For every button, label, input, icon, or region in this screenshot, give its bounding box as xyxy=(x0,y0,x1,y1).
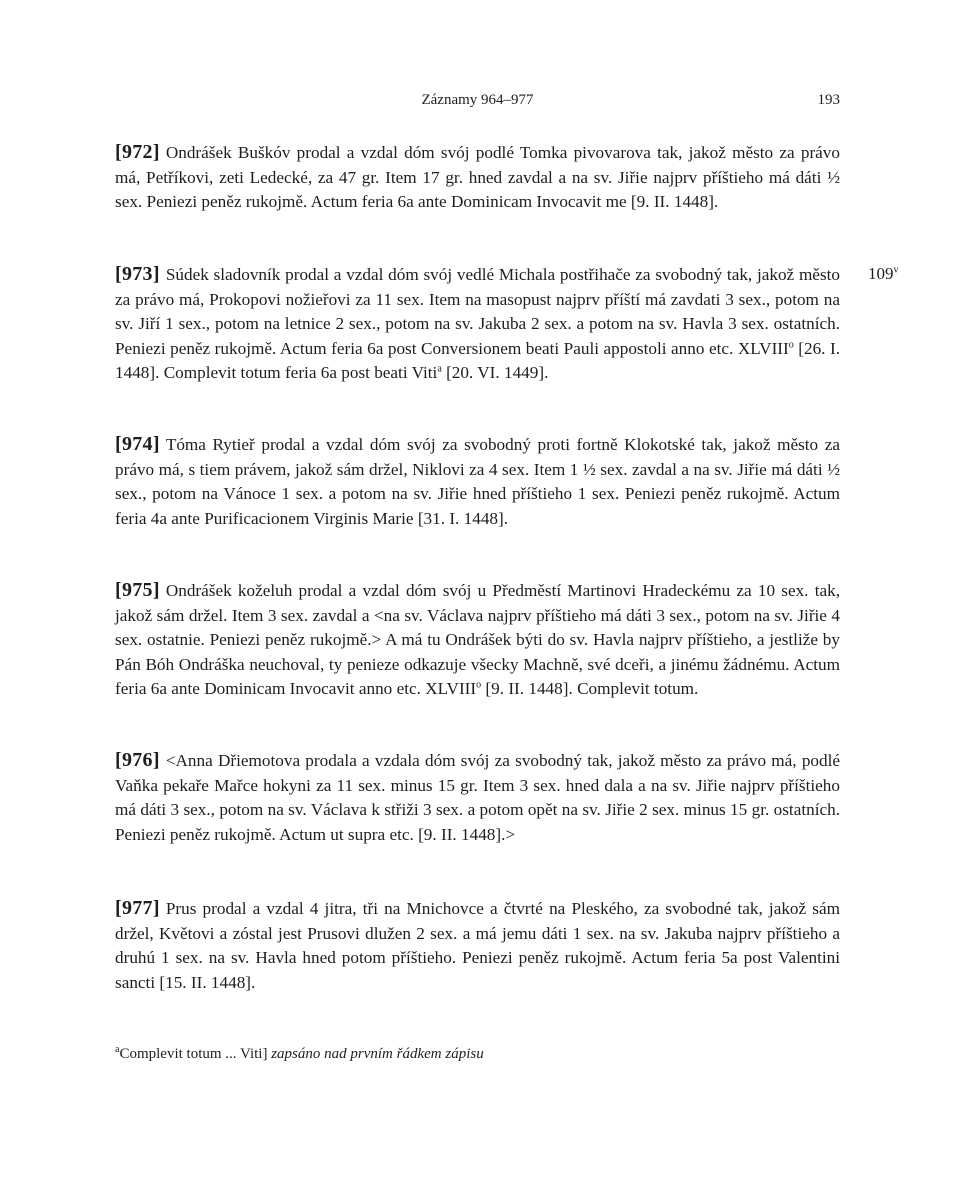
entry-number: [972] xyxy=(115,141,160,163)
footnote xyxy=(115,1044,840,1064)
entry-974 xyxy=(115,432,840,531)
entry-number: [974] xyxy=(115,433,160,455)
ordinal-mark: o xyxy=(476,679,482,691)
entry-972 xyxy=(115,140,840,215)
footnote-comment: zapsáno nad prvním řádkem zápisu xyxy=(271,1046,484,1062)
page-number: 193 xyxy=(817,92,840,108)
running-header xyxy=(115,92,840,112)
folio-side: v xyxy=(893,264,899,276)
entry-text-part: [26. I. 1448]. Complevit totum feria 6a post beati Viti xyxy=(115,338,841,383)
ordinal-mark: o xyxy=(788,339,794,351)
entry-976 xyxy=(115,748,840,847)
entry-973 xyxy=(115,262,840,386)
entry-977 xyxy=(115,896,840,995)
entry-text-part: [20. VI. 1449]. xyxy=(441,363,549,383)
entry-text: Prus prodal a vzdal 4 jitra, tři na Mnichovce a čtvrté na Pleského, za svobodné tak, jakož sám držel, Květovi a zóstal jest Prusovi dlužen 2 sex. a má jemu dáti 1 sex. na sv. Jakuba najprv příštieho a druhú 1 sex. na sv. Havla hned potom příštieho. Peniezi peněz rukojmě. Actum feria 5a post Valentini sancti [15. II. 1448]. xyxy=(115,899,840,992)
entry-number: [976] xyxy=(115,749,160,771)
entry-text: Ondrášek Buškóv prodal a vzdal dóm svój podlé Tomka pivovarova tak, jakož město za právo má, Petříkovi, zeti Ledecké, za 47 gr. Item 17 gr. hned zavdal a na sv. Jiřie najprv příštieho má dáti ½ sex. Peniezi peněz rukojmě. Actum feria 6a ante Dominicam Invocavit me [9. II. 1448]. xyxy=(115,143,840,212)
entry-text: Tóma Rytieř prodal a vzdal dóm svój za svobodný proti fortně Klokotské tak, jakož město za právo má, s tiem právem, jakož sám držel, Niklovi za 4 sex. Item 1 ½ sex. zavdal a na sv. Jiřie má dáti ½ sex., potom na Vánoce 1 sex. a potom na sv. Jiřie hned příštieho 1 sex. Peniezi peněz rukojmě. Actum feria 4a ante Purificacionem Virginis Marie [31. I. 1448]. xyxy=(115,435,840,528)
entry-975 xyxy=(115,578,840,702)
footnote-text: Complevit totum ... Viti] xyxy=(119,1046,268,1062)
entry-text-part: Ondrášek koželuh prodal a vzdal dóm svój u Předměstí Martinovi Hradeckému za 10 sex. tak, jakož sám držel. Item 3 sex. zavdal a <na sv. Václava najprv příštieho má dáti 3 sex., potom na sv. Jiřie 4 sex. ostatnie. Peniezi peněz rukojmě.> A má tu Ondrášek býti do sv. Havla najprv příštieho, a jestliže by Pán Bóh Ondráška neuchoval, ty penieze odkazuje všecky Machně, své dceři, a jinému žádnému. Actum feria 6a ante Dominicam Invocavit anno etc. XLVIII xyxy=(115,581,840,699)
entry-number: [973] xyxy=(115,263,160,285)
footnote-reference: a xyxy=(437,363,442,375)
entry-number: [975] xyxy=(115,579,160,601)
margin-folio-note xyxy=(868,264,899,284)
entry-text-part: [9. II. 1448]. Complevit totum. xyxy=(481,679,699,699)
entry-number: [977] xyxy=(115,897,160,919)
document-page xyxy=(115,0,899,1181)
folio-number: 109 xyxy=(868,264,894,283)
entry-text: <Anna Dřiemotova prodala a vzdala dóm svój za svobodný tak, jakož město za právo má, podlé Vaňka pekaře Mařce hokyni za 11 sex. minus 15 gr. Item 3 sex. hned dala a na sv. Jiřie najprv příštieho má dáti 3 sex., potom na sv. Václava k střiži 3 sex. a potom opět na sv. Jiřie 2 sex. minus 15 gr. ostatních. Peniezi peněz rukojmě. Actum ut supra etc. [9. II. 1448].> xyxy=(115,751,840,844)
entry-text-part: Súdek sladovník prodal a vzdal dóm svój vedlé Michala postřihače za svobodný tak, jakož město za právo má, Prokopovi nožieřovi za 11 sex. Item na masopust najprv příští má zavdati 3 sex., potom na sv. Jiří 1 sex., potom na letnice 2 sex., potom na sv. Jakuba 2 sex. a potom na sv. Havla 3 sex. ostatních. Peniezi peněz rukojmě. Actum feria 6a post Conversionem beati Pauli appostoli anno etc. XLVIII xyxy=(115,265,840,358)
footnote-mark: a xyxy=(115,1044,120,1055)
running-title: Záznamy 964–977 xyxy=(421,92,534,108)
